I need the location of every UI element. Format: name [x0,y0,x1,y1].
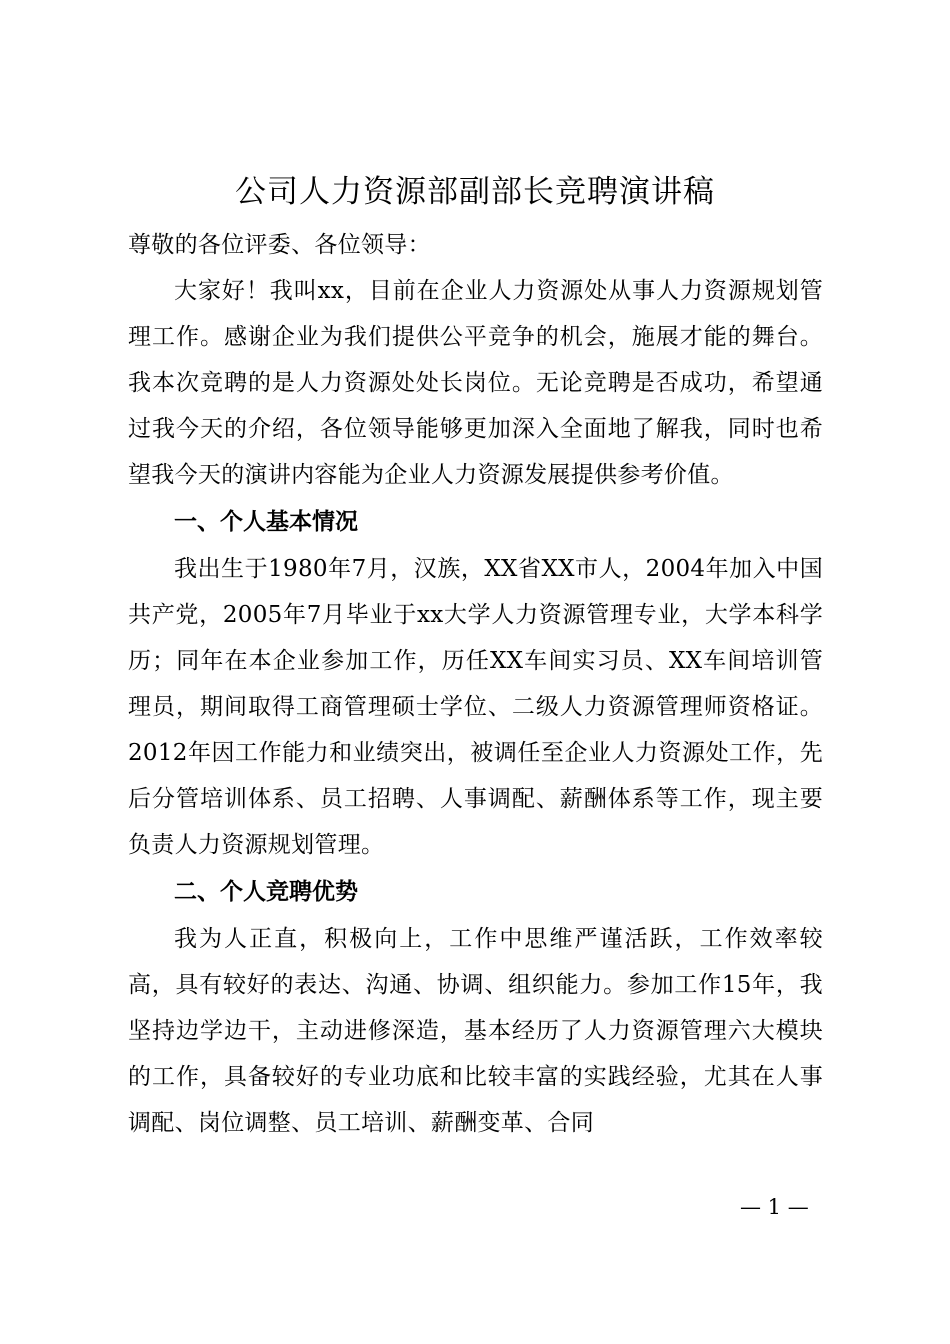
intro-paragraph: 大家好！我叫xx，目前在企业人力资源处从事人力资源规划管理工作。感谢企业为我们提供公平竞争的机会，施展才能的舞台。我本次竞聘的是人力资源处处长岗位。无论竞聘是否成功，希望通过我今天的介绍，各位领导能够更加深入全面地了解我，同时也希望我今天的演讲内容能为企业人力资源发展提供参考价值。 [128,278,823,488]
section-heading-personal-info: 一、个人基本情况 [174,509,358,535]
section-heading-advantages: 二、个人竞聘优势 [174,879,358,905]
document-title: 公司人力资源部副部长竞聘演讲稿 [235,174,715,210]
section-text-personal-info: 我出生于1980年7月，汉族，XX省XX市人，2004年加入中国共产党，2005年7月毕业于xx大学人力资源管理专业，大学本科学历；同年在本企业参加工作，历任XX车间实习员、XX车间培训管理员，期间取得工商管理硕士学位、二级人力资源管理师资格证。2012年因工作能力和业绩突出，被调任至企业人力资源处工作，先后分管培训体系、员工招聘、人事调配、薪酬体系等工作，现主要负责人力资源规划管理。 [128,556,823,858]
salutation: 尊敬的各位评委、各位领导： [128,232,431,258]
page-number: — 1 — [740,1195,809,1219]
document-body [128,222,823,1146]
section-text-advantages: 我为人正直，积极向上，工作中思维严谨活跃，工作效率较高，具有较好的表达、沟通、协调、组织能力。参加工作15年，我坚持边学边干，主动进修深造，基本经历了人力资源管理六大模块的工作，具备较好的专业功底和比较丰富的实践经验，尤其在人事调配、岗位调整、员工培训、薪酬变革、合同 [128,926,823,1136]
